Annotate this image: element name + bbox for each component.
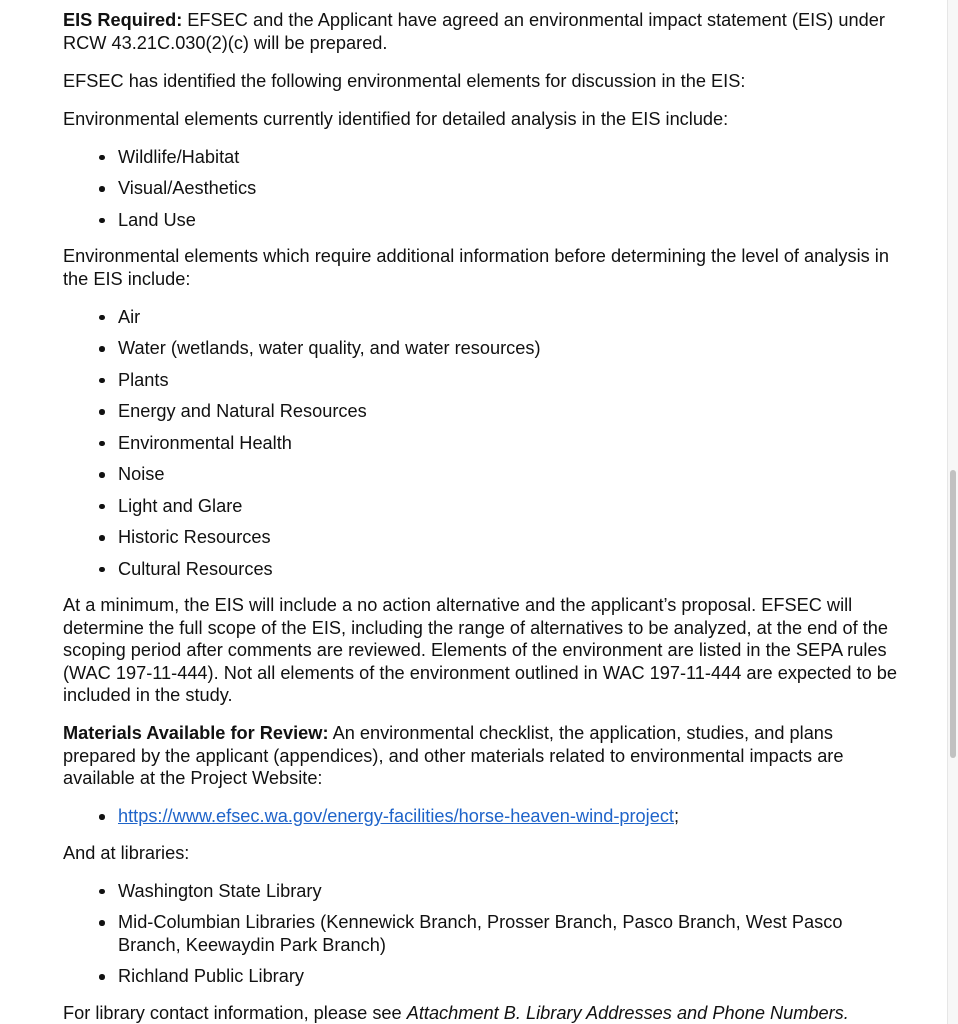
- list-item: Land Use: [118, 209, 898, 232]
- contact-paragraph: [63, 1002, 898, 1024]
- attachment-reference: Attachment B. Library Addresses and Phone Numbers.: [406, 1002, 849, 1023]
- libraries-list: [63, 880, 898, 988]
- list-item: Visual/Aesthetics: [118, 177, 898, 200]
- eis-required-paragraph: [63, 9, 898, 54]
- list-item: Light and Glare: [118, 495, 898, 518]
- detailed-intro: Environmental elements currently identified for detailed analysis in the EIS include:: [63, 108, 729, 129]
- list-item: Plants: [118, 369, 898, 392]
- eis-required-label: EIS Required:: [63, 10, 183, 30]
- list-item: Environmental Health: [118, 432, 898, 455]
- website-list: [63, 805, 898, 828]
- list-item: [118, 805, 898, 828]
- materials-text: An environmental checklist, the application, studies, and plans prepared by the applicant (appendices), and other materials related to environmental impacts are available at the Project Website:: [63, 723, 844, 788]
- contact-text: For library contact information, please see: [63, 1002, 407, 1023]
- list-item: Water (wetlands, water quality, and water resources): [118, 337, 898, 360]
- link-suffix: ;: [673, 806, 680, 826]
- list-item: Energy and Natural Resources: [118, 400, 898, 423]
- list-item: Wildlife/Habitat: [118, 146, 898, 169]
- project-website-link[interactable]: https://www.efsec.wa.gov/energy-facilities/horse-heaven-wind-project: [118, 806, 674, 826]
- list-item: Historic Resources: [118, 526, 898, 549]
- materials-paragraph: [63, 722, 898, 790]
- list-item: Washington State Library: [118, 880, 898, 903]
- libraries-intro: And at libraries:: [63, 842, 190, 863]
- list-item: Air: [118, 306, 898, 329]
- list-item: Noise: [118, 463, 898, 486]
- minimum-paragraph: At a minimum, the EIS will include a no action alternative and the applicant’s proposal. EFSEC will determine the full scope of the EIS, including the range of alternatives to be analyzed, at the end of the scoping period after comments are reviewed. Elements of the environment are listed in the SEPA rules (WAC 197-11-444). Not all elements of the environment outlined in WAC 197-11-444 are expected to be included in the study.: [63, 595, 898, 705]
- list-item: Richland Public Library: [118, 965, 898, 988]
- additional-intro: Environmental elements which require additional information before determining the level of analysis in the EIS include:: [63, 246, 889, 289]
- identified-intro: EFSEC has identified the following environmental elements for discussion in the EIS:: [63, 70, 746, 91]
- detailed-elements-list: [63, 146, 898, 232]
- materials-label: Materials Available for Review:: [63, 723, 329, 743]
- scrollbar-thumb[interactable]: [950, 470, 956, 758]
- additional-elements-list: [63, 306, 898, 581]
- list-item: Cultural Resources: [118, 558, 898, 581]
- eis-required-text: EFSEC and the Applicant have agreed an environmental impact statement (EIS) under RCW 43.21C.030(2)(c) will be prepared.: [63, 10, 885, 53]
- list-item: Mid-Columbian Libraries (Kennewick Branch, Prosser Branch, Pasco Branch, West Pasco Branch, Keewaydin Park Branch): [118, 911, 898, 956]
- document-page: [63, 9, 898, 1024]
- vertical-scrollbar[interactable]: [947, 0, 958, 1024]
